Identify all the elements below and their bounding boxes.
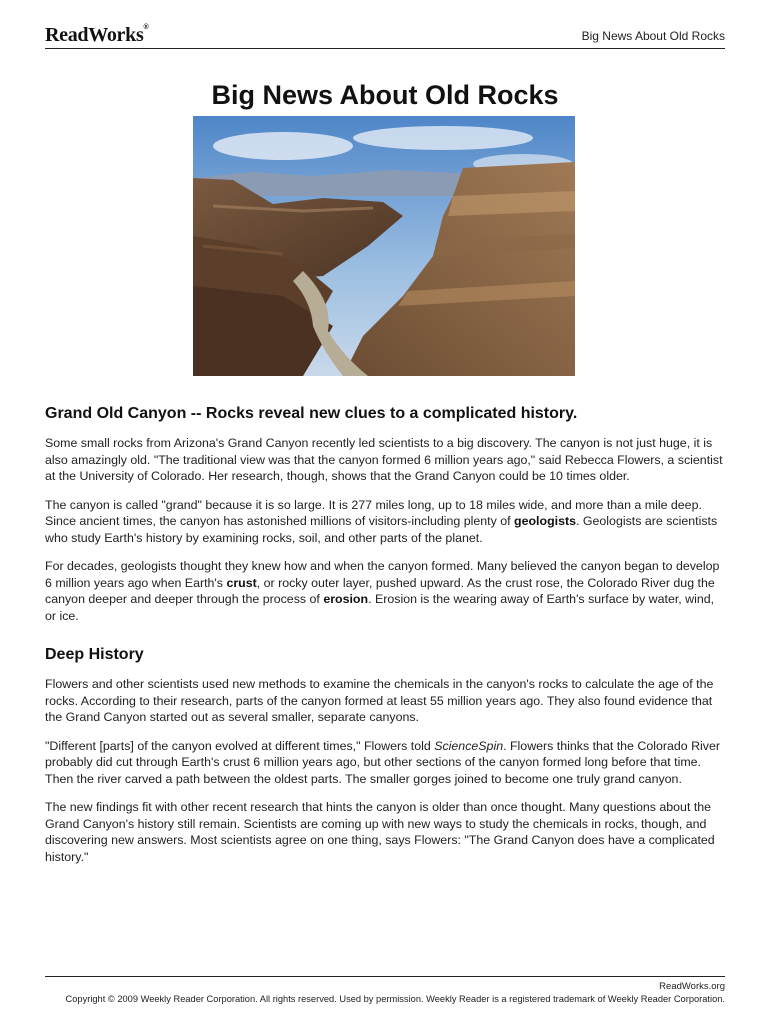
- section-heading-deep-history: Deep History: [45, 646, 144, 663]
- footer-site: ReadWorks.org: [659, 981, 725, 992]
- page-title: Big News About Old Rocks: [211, 80, 559, 110]
- vocab-erosion: erosion: [323, 592, 369, 606]
- vocab-geologists: geologists: [514, 514, 576, 528]
- copyright-notice: Copyright © 2009 Weekly Reader Corporation. All rights reserved. Used by permission. Weekly Reader is a registered trademark of Weekly Reader Corporation.: [65, 994, 725, 1004]
- text-span: . Geologists are scientists who study Earth's history by examining rocks, soil, and other parts of the planet.: [45, 514, 718, 545]
- text-span: . Flowers thinks that the Colorado River probably did cut through Earth's crust 6 million years ago, but other sections of the canyon formed long before that time. Then the river carved a path between the oldest parts. The smaller gorges joined to become one truly grand canyon.: [45, 738, 721, 786]
- logo-text: ReadWorks: [45, 24, 144, 46]
- vocab-crust: crust: [226, 575, 257, 590]
- paragraph: [45, 738, 727, 788]
- article-body: [45, 405, 727, 877]
- canyon-illustration: [193, 116, 575, 376]
- paragraph: The new findings fit with other recent research that hints the canyon is older than once thought. Many questions about the Grand Canyon's history still remain. Scientists are coming up with new ways to study the chemicals in rocks, though, and discovering new answers. Most scientists agree on one thing, says Flowers: "The Grand Canyon does have a complicated history.": [45, 800, 715, 864]
- paragraph: Flowers and other scientists used new methods to examine the chemicals in the canyon's rocks to calculate the age of the rocks. According to their research, parts of the canyon formed at least 55 million years ago. They also found evidence that the Grand Canyon started out as several smaller, separate canyons.: [45, 677, 714, 724]
- paragraph: [45, 558, 727, 624]
- grand-canyon-photo: [193, 116, 575, 376]
- readworks-logo: [45, 24, 148, 47]
- text-span: . Erosion is the wearing away of Earth's surface by water, wind, or ice.: [45, 592, 715, 623]
- running-title: Big News About Old Rocks: [581, 29, 725, 43]
- text-span: The canyon is called "grand" because it is so large. It is 277 miles long, up to 18 miles wide, and more than a mile deep. Since ancient times, the canyon has astonished millions of visitors-including plenty of: [45, 497, 702, 528]
- registered-mark: ®: [143, 24, 149, 31]
- publication-name: ScienceSpin: [434, 738, 504, 753]
- text-span: For decades, geologists thought they knew how and when the canyon formed. Many believed the canyon began to develop 6 million years ago when Earth's: [45, 559, 720, 590]
- section-heading-grand-old-canyon: Grand Old Canyon -- Rocks reveal new clues to a complicated history.: [45, 405, 578, 422]
- paragraph: [45, 497, 727, 547]
- page-header: [45, 22, 725, 49]
- paragraph: Some small rocks from Arizona's Grand Canyon recently led scientists to a big discovery. The canyon is not just huge, it is also amazingly old. "The traditional view was that the canyon formed 6 million years ago," said Rebecca Flowers, a scientist at the University of Colorado. Her research, though, shows that the Grand Canyon could be 10 times older.: [45, 436, 723, 483]
- text-span: , or rocky outer layer, pushed upward. As the crust rose, the Colorado River dug the canyon deeper and deeper through the process of: [45, 575, 715, 606]
- page-footer: [45, 976, 725, 1004]
- text-span: "Different [parts] of the canyon evolved at different times," Flowers told: [45, 738, 435, 753]
